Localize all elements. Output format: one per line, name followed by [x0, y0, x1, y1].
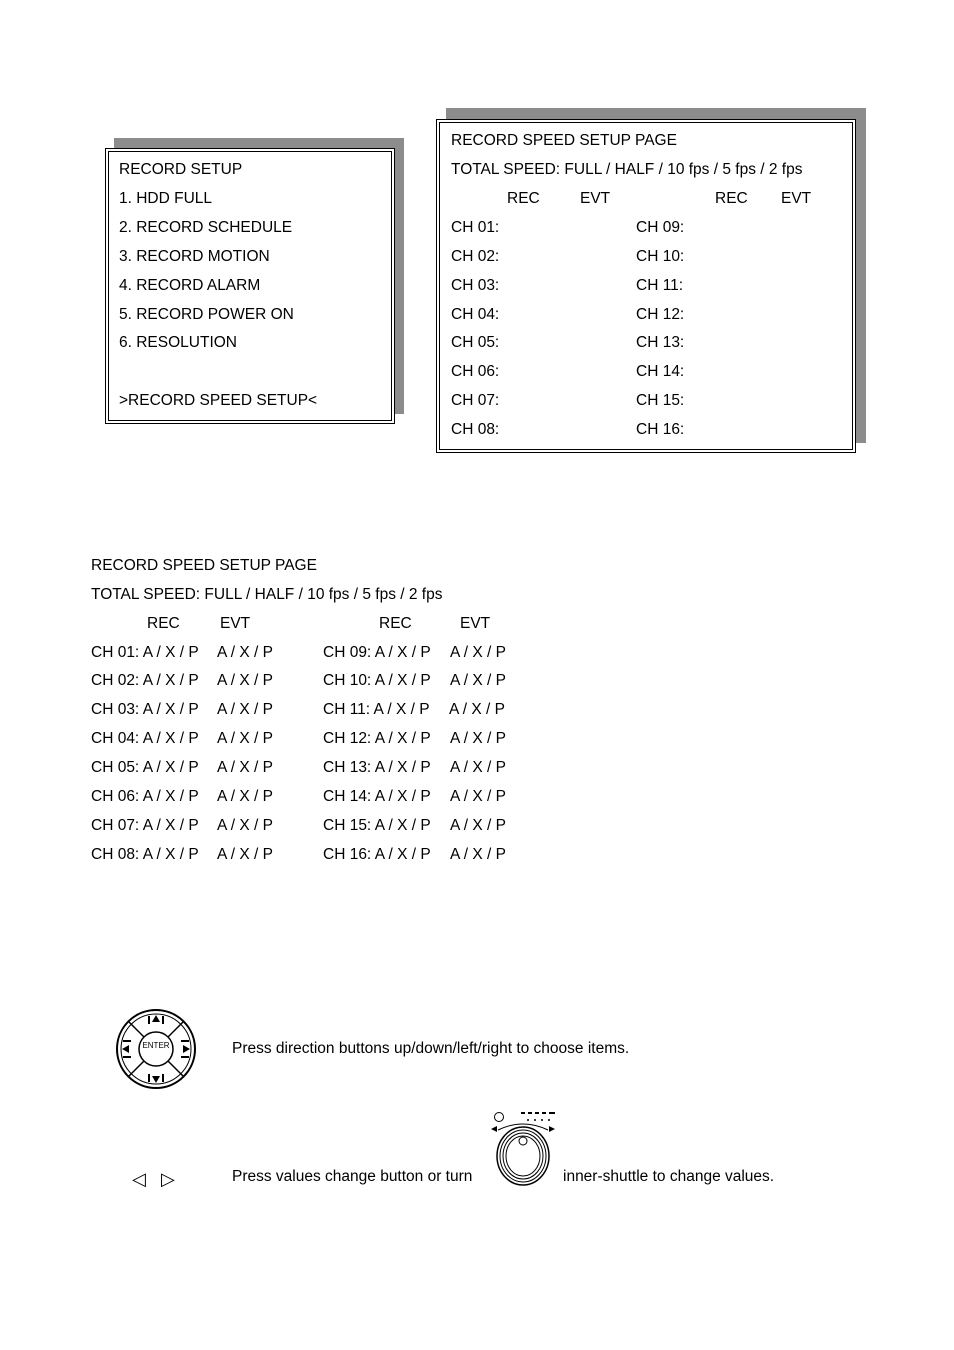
values-evt-header-left: EVT: [220, 615, 251, 632]
menu-item-record-alarm[interactable]: 4. RECORD ALARM: [119, 277, 261, 294]
menu-item-record-motion[interactable]: 3. RECORD MOTION: [119, 248, 270, 265]
values-row-ch-14: CH 14: A / X / P: [323, 788, 431, 805]
values-row-ch-10: CH 10: A / X / P: [323, 672, 431, 689]
enter-button-label: ENTER: [142, 1041, 170, 1050]
values-row-ch-06: CH 06: A / X / P: [91, 788, 199, 805]
values-row-ch-02: CH 02: A / X / P: [91, 672, 199, 689]
values-row-ch-06-evt: A / X / P: [217, 788, 273, 805]
direction-instruction-text: Press direction buttons up/down/left/right to choose items.: [232, 1040, 630, 1057]
speed-box-total-speed[interactable]: TOTAL SPEED: FULL / HALF / 10 fps / 5 fps / 2 fps: [451, 161, 803, 178]
values-row-ch-03: CH 03: A / X / P: [91, 701, 199, 718]
values-row-ch-12-evt: A / X / P: [450, 730, 506, 747]
values-row-ch-12: CH 12: A / X / P: [323, 730, 431, 747]
change-instruction-text-a: Press values change button or turn: [232, 1168, 473, 1185]
values-row-ch-10-evt: A / X / P: [450, 672, 506, 689]
values-evt-header-right: EVT: [460, 615, 491, 632]
record-setup-title: RECORD SETUP: [119, 161, 243, 178]
values-row-ch-16-evt: A / X / P: [450, 846, 506, 863]
speed-box-ch-01: CH 01:: [451, 219, 500, 236]
menu-item-resolution[interactable]: 6. RESOLUTION: [119, 334, 237, 351]
speed-box-ch-08: CH 08:: [451, 421, 500, 438]
speed-box-ch-13: CH 13:: [636, 334, 685, 351]
values-row-ch-13-evt: A / X / P: [450, 759, 506, 776]
values-row-ch-11-evt: A / X / P: [449, 701, 505, 718]
speed-box-ch-16: CH 16:: [636, 421, 685, 438]
left-arrow-icon: ◁: [132, 1169, 146, 1189]
values-rec-header-left: REC: [147, 615, 180, 632]
values-total-speed: TOTAL SPEED: FULL / HALF / 10 fps / 5 fps / 2 fps: [91, 586, 443, 603]
speed-box-rec-header-right: REC: [715, 190, 748, 207]
values-row-ch-07-evt: A / X / P: [217, 817, 273, 834]
values-row-ch-14-evt: A / X / P: [450, 788, 506, 805]
values-row-ch-13: CH 13: A / X / P: [323, 759, 431, 776]
values-row-ch-09: CH 09: A / X / P: [323, 644, 431, 661]
values-row-ch-08: CH 08: A / X / P: [91, 846, 199, 863]
speed-box-ch-06: CH 06:: [451, 363, 500, 380]
speed-box-ch-12: CH 12:: [636, 306, 685, 323]
values-row-ch-16: CH 16: A / X / P: [323, 846, 431, 863]
values-row-ch-02-evt: A / X / P: [217, 672, 273, 689]
values-row-ch-01: CH 01: A / X / P: [91, 644, 199, 661]
speed-box-ch-02: CH 02:: [451, 248, 500, 265]
speed-box-ch-14: CH 14:: [636, 363, 685, 380]
speed-box-ch-10: CH 10:: [636, 248, 685, 265]
speed-box-evt-header-left: EVT: [580, 190, 611, 207]
menu-item-record-schedule[interactable]: 2. RECORD SCHEDULE: [119, 219, 293, 236]
menu-item-hdd-full[interactable]: 1. HDD FULL: [119, 190, 213, 207]
values-row-ch-01-evt: A / X / P: [217, 644, 273, 661]
speed-box-evt-header-right: EVT: [781, 190, 812, 207]
shuttle-dial-icon: [488, 1108, 558, 1188]
speed-box-ch-07: CH 07:: [451, 392, 500, 409]
speed-box-ch-09: CH 09:: [636, 219, 685, 236]
menu-item-record-speed-setup[interactable]: >RECORD SPEED SETUP<: [119, 392, 318, 409]
values-row-ch-08-evt: A / X / P: [217, 846, 273, 863]
speed-box-ch-11: CH 11:: [636, 277, 684, 294]
speed-box-ch-05: CH 05:: [451, 334, 500, 351]
values-row-ch-09-evt: A / X / P: [450, 644, 506, 661]
values-title: RECORD SPEED SETUP PAGE: [91, 557, 317, 574]
right-arrow-icon: ▷: [161, 1169, 175, 1189]
speed-box-ch-15: CH 15:: [636, 392, 685, 409]
values-rec-header-right: REC: [379, 615, 412, 632]
values-row-ch-04-evt: A / X / P: [217, 730, 273, 747]
values-row-ch-04: CH 04: A / X / P: [91, 730, 199, 747]
speed-box-ch-03: CH 03:: [451, 277, 500, 294]
speed-box-ch-04: CH 04:: [451, 306, 500, 323]
values-row-ch-15: CH 15: A / X / P: [323, 817, 431, 834]
values-row-ch-05: CH 05: A / X / P: [91, 759, 199, 776]
menu-item-record-power-on[interactable]: 5. RECORD POWER ON: [119, 306, 294, 323]
change-instruction-text-b: inner-shuttle to change values.: [563, 1168, 775, 1185]
speed-box-title: RECORD SPEED SETUP PAGE: [451, 132, 677, 149]
values-row-ch-11: CH 11: A / X / P: [323, 701, 430, 718]
speed-box-rec-header-left: REC: [507, 190, 540, 207]
values-row-ch-15-evt: A / X / P: [450, 817, 506, 834]
values-row-ch-05-evt: A / X / P: [217, 759, 273, 776]
values-row-ch-03-evt: A / X / P: [217, 701, 273, 718]
values-row-ch-07: CH 07: A / X / P: [91, 817, 199, 834]
